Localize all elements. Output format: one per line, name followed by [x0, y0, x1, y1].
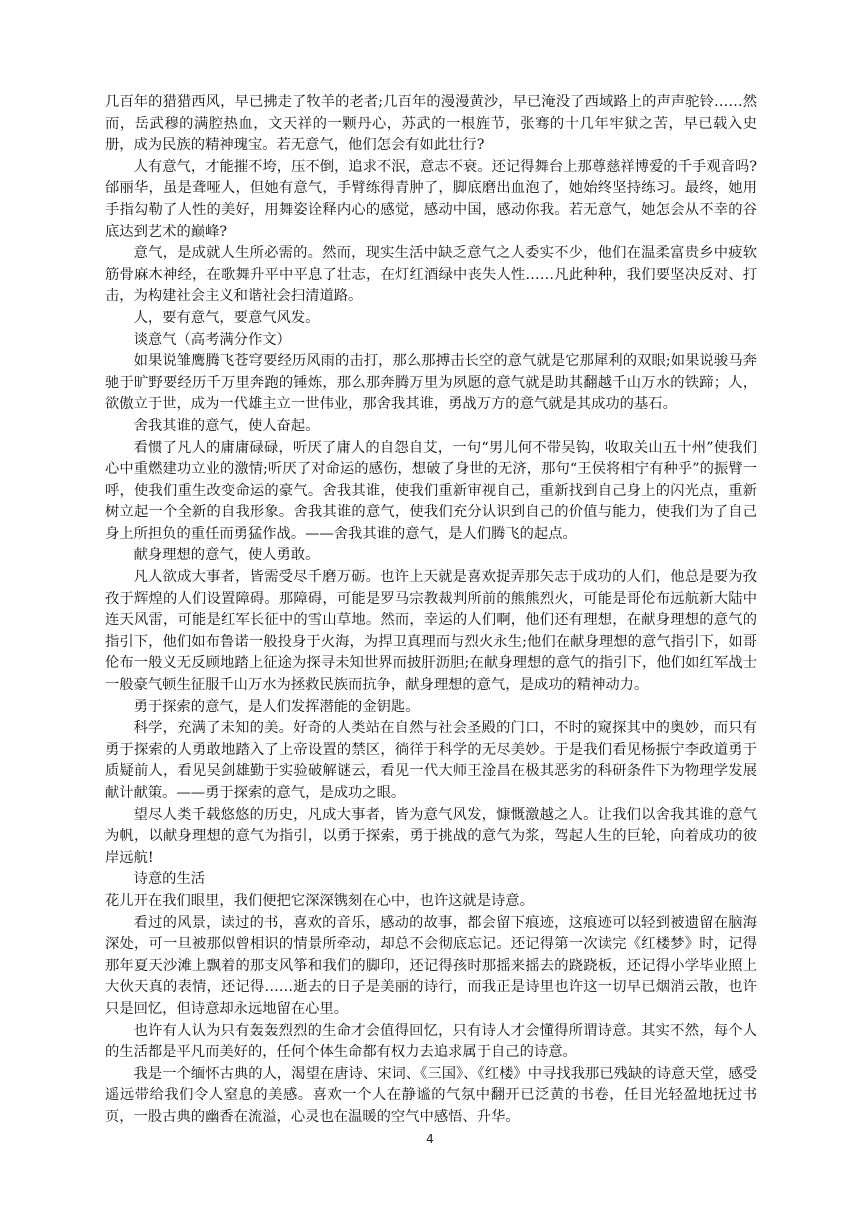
paragraph-1: 几百年的猎猎西风，早已拂走了牧羊的老者;几百年的漫漫黄沙，早已淹没了西域路上的声声驼铃……然而，岳武穆的满腔热血，文天祥的一颗丹心，苏武的一根旌节，张骞的十几年牢狱之苦，早已载入史册，成为民族的精神瑰宝。若无意气，他们怎会有如此壮行? [105, 94, 757, 154]
paragraph-7: 舍我其谁的意气，使人奋起。 [133, 417, 320, 434]
paragraph-18: 我是一个缅怀古典的人，渴望在唐诗、宋词、《三国》、《红楼》中寻找我那已残缺的诗意天堂，感受遥远带给我们令人窒息的美感。喜欢一个人在静谧的气氛中翻开已泛黄的书卷，任目光轻盈地抚过书页，一股古典的幽香在流溢，心灵也在温暖的空气中感悟、升华。 [105, 1065, 757, 1125]
page-number: 4 [426, 1132, 434, 1146]
paragraph-6: 如果说雏鹰腾飞苍穹要经历风雨的击打，那么那搏击长空的意气就是它那犀利的双眼;如果说骏马奔驰于旷野要经历千万里奔跑的锤炼，那么那奔腾万里为夙愿的意气就是助其翻越千山万水的铁蹄；人，欲傲立于世，成为一代雄主立一世伟业，那舍我其谁，勇战万方的意气就是其成功的基石。 [105, 353, 757, 413]
paragraph-15: 花儿开在我们眼里，我们便把它深深镌刻在心中，也许这就是诗意。 [105, 892, 534, 909]
paragraph-3: 意气，是成就人生所必需的。然而，现实生活中缺乏意气之人委实不少，他们在温柔富贵乡中疲软筋骨麻木神经，在歌舞升平中平息了壮志，在灯红酒绿中丧失人性……凡此种种，我们要坚决反对、打击，为构建社会主义和谐社会扫清道路。 [105, 245, 757, 305]
paragraph-13: 望尽人类千载悠悠的历史，凡成大事者，皆为意气风发，慷慨激越之人。让我们以舍我其谁的意气为帆，以献身理想的意气为指引，以勇于探索，勇于挑战的意气为浆，驾起人生的巨轮，向着成功的彼岸远航! [105, 806, 757, 866]
essay-title-tan-yiqi: 谈意气（高考满分作文） [133, 331, 291, 348]
paragraph-16: 看过的风景，读过的书，喜欢的音乐，感动的故事，都会留下痕迹，这痕迹可以轻到被遗留在脑海深处，可一旦被那似曾相识的情景所牵动，却总不会彻底忘记。还记得第一次读完《红楼梦》时，记得那年夏天沙滩上飘着的那支风筝和我们的脚印，还记得孩时那摇来摇去的跷跷板，还记得小学毕业照上大伙天真的表情，还记得……逝去的日子是美丽的诗行，而我正是诗里也许这一切早已烟消云散，也许只是回忆，但诗意却永远地留在心里。 [105, 914, 757, 1017]
paragraph-12: 科学，充满了未知的美。好奇的人类站在自然与社会圣殿的门口，不时的窥探其中的奥妙，而只有勇于探索的人勇敢地踏入了上帝设置的禁区，徜徉于科学的无尽美妙。于是我们看见杨振宁李政道勇于质疑前人，看见吴剑雄勤于实验破解谜云，看见一代大师王淦昌在极其恶劣的科研条件下为物理学发展献计献策。——勇于探索的意气，是成功之眼。 [105, 720, 757, 801]
paragraph-9: 献身理想的意气，使人勇敢。 [133, 547, 320, 564]
paragraph-11: 勇于探索的意气，是人们发挥潜能的金钥匙。 [133, 698, 420, 715]
paragraph-10: 凡人欲成大事者，皆需受尽千磨万砺。也许上天就是喜欢捉弄那矢志于成功的人们，他总是要为孜孜于辉煌的人们设置障碍。那障碍，可能是罗马宗教裁判所前的熊熊烈火，可能是哥伦布远航新大陆中连天风雷，可能是红军长征中的雪山草地。然而，幸运的人们啊，他们还有理想，在献身理想的意气的指引下，他们如布鲁诺一般投身于火海，为捍卫真理而与烈火永生;他们在献身理想的意气指引下，如哥伦布一般义无反顾地踏上征途为探寻未知世界而披肝沥胆;在献身理想的意气的指引下，他们如红军战士一般豪气顿生征服千山万水为拯救民族而抗争，献身理想的意气，是成功的精神动力。 [105, 569, 757, 694]
paragraph-8: 看惯了凡人的庸庸碌碌，听厌了庸人的自怨自艾，一句“男儿何不带吴钩，收取关山五十州”使我们心中重燃建功立业的激情;听厌了对命运的感伤，想破了身世的无济，那句“王侯将相宁有种乎”的振臂一呼，使我们重生改变命运的豪气。舍我其谁，使我们重新审视自己，重新找到自己身上的闪光点，重新树立起一个全新的自我形象。舍我其谁的意气，使我们充分认识到自己的价值与能力，使我们为了自己身上所担负的重任而勇猛作战。——舍我其谁的意气，是人们腾飞的起点。 [105, 439, 757, 542]
paragraph-2: 人有意气，才能摧不垮，压不倒，追求不泯，意志不衰。还记得舞台上那尊慈祥博爱的千手观音吗?邰丽华，虽是聋哑人，但她有意气，手臂练得青肿了，脚底磨出血泡了，她始终坚持练习。最终，她用手指勾勒了人性的美好，用舞姿诠释内心的感觉，感动中国，感动你我。若无意气，她怎会从不幸的谷底达到艺术的巅峰? [105, 158, 757, 240]
document-body [105, 92, 757, 1129]
essay-title-poetic-life: 诗意的生活 [133, 871, 206, 888]
paragraph-17: 也许有人认为只有轰轰烈烈的生命才会值得回忆，只有诗人才会懂得所谓诗意。其实不然，每个人的生活都是平凡而美好的，任何个体生命都有权力去追求属于自己的诗意。 [105, 1022, 757, 1061]
paragraph-4: 人，要有意气，要意气风发。 [133, 309, 320, 326]
